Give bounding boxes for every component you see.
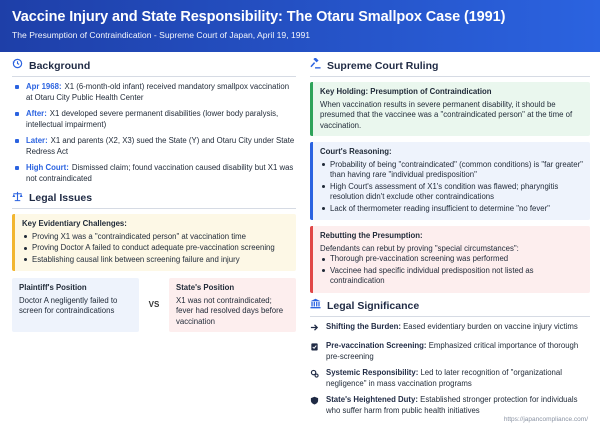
divider — [310, 76, 590, 77]
item-label: Shifting the Burden: — [326, 321, 401, 331]
gears-icon — [310, 368, 320, 389]
timeline-date: Apr 1968: — [26, 82, 62, 91]
item-label: Systemic Responsibility: — [326, 368, 419, 378]
history-icon — [12, 58, 23, 73]
timeline-item — [12, 82, 296, 103]
list-item: Proving X1 was a "contraindicated person" at vaccination time — [22, 232, 289, 243]
plaintiff-position-card — [12, 278, 139, 332]
box-title: Court's Reasoning: — [320, 147, 392, 157]
timeline-text: X1 (6-month-old infant) received mandatory smallpox vaccination at Otaru City Public Health Center — [26, 82, 290, 102]
state-position-title: State's Position — [176, 283, 235, 293]
state-position-card — [169, 278, 296, 332]
timeline-text: X1 developed severe permanent disabilities (lower body paralysis, intellectual impairment) — [26, 109, 279, 129]
page-title: Vaccine Injury and State Responsibility: The Otaru Smallpox Case (1991) — [12, 9, 506, 25]
background-timeline — [12, 82, 296, 184]
list-item — [310, 322, 590, 336]
background-heading — [12, 58, 296, 74]
rebuttal-box — [310, 226, 590, 293]
timeline-date: After: — [26, 109, 47, 119]
courts-reasoning-box — [310, 142, 590, 220]
evidentiary-challenges-box — [12, 214, 296, 271]
ruling-heading — [310, 58, 590, 74]
item-label: Pre-vaccination Screening: — [326, 341, 427, 351]
list-item — [310, 341, 590, 362]
list-item: Probability of being "contraindicated" (common conditions) is "far greater" than having rare "individual predisposition" — [320, 160, 583, 181]
significance-heading — [310, 298, 590, 314]
significance-list — [310, 322, 590, 417]
box-title: Key Holding: Presumption of Contraindication — [320, 87, 492, 96]
landmark-icon — [310, 298, 321, 313]
list-item — [310, 395, 590, 416]
page-subtitle: The Presumption of Contraindication - Supreme Court of Japan, April 19, 1991 — [12, 30, 311, 41]
timeline-item — [12, 163, 296, 184]
key-holding-box — [310, 82, 590, 136]
box-title: Key Evidentiary Challenges: — [22, 219, 127, 229]
ruling-title: Supreme Court Ruling — [327, 59, 439, 72]
timeline-item — [12, 109, 296, 130]
rebuttal-intro: Defendants can rebut by proving "special circumstances": — [320, 243, 519, 253]
timeline-item — [12, 136, 296, 157]
positions-comparison — [12, 278, 296, 332]
item-text: Led to later recognition of "organizational negligence" in mass vaccination programs — [326, 368, 562, 388]
significance-title: Legal Significance — [327, 299, 420, 312]
plaintiff-position-title: Plaintiff's Position — [19, 283, 87, 293]
timeline-text: Dismissed claim; found vaccination caused disability but X1 was not contraindicated — [26, 163, 294, 183]
legal-issues-heading — [12, 190, 296, 206]
item-text: Emphasized critical importance of thorough pre-screening — [326, 341, 579, 361]
box-title: Rebutting the Presumption: — [320, 231, 423, 241]
versus-label: VS — [148, 299, 160, 309]
divider — [12, 76, 296, 77]
timeline-text: X1 and parents (X2, X3) sued the State (Y) and Otaru City under State Redress Act — [26, 136, 295, 156]
left-column — [12, 58, 296, 422]
gavel-icon — [310, 58, 321, 73]
right-column — [310, 58, 590, 422]
item-label: State's Heightened Duty: — [326, 395, 418, 405]
footer-url[interactable]: https://japancompliance.com/ — [503, 416, 588, 424]
plaintiff-position-text: Doctor A negligently failed to screen for contraindications — [19, 295, 118, 316]
list-item: Lack of thermometer reading insufficient to determine "no fever" — [320, 204, 583, 215]
item-text: Established stronger protection for individuals who suffer harm from public health initiatives — [326, 395, 578, 415]
list-item: Thorough pre-vaccination screening was performed — [320, 254, 583, 265]
divider — [12, 208, 296, 209]
list-item — [310, 368, 590, 389]
clipboard-check-icon — [310, 341, 320, 362]
list-item: Establishing causal link between screening failure and injury — [22, 255, 289, 266]
shield-icon — [310, 395, 320, 416]
list-item: High Court's assessment of X1's condition was flawed; pharyngitis resolution didn't exclude other contraindications — [320, 182, 583, 203]
header-banner — [0, 0, 600, 52]
timeline-date: Later: — [26, 136, 48, 146]
divider — [310, 316, 590, 317]
holding-text: When vaccination results in severe permanent disability, it should be presumed that the vaccinee was a "contraindicated person" at the time of vaccination. — [320, 99, 573, 130]
scales-icon — [12, 191, 23, 206]
background-title: Background — [29, 59, 91, 72]
legal-issues-title: Legal Issues — [29, 192, 93, 205]
timeline-date: High Court: — [26, 163, 69, 173]
arrow-right-icon — [310, 322, 320, 336]
state-position-text: X1 was not contraindicated; fever had resolved days before vaccination — [176, 295, 284, 326]
item-text: Eased evidentiary burden on vaccine injury victims — [403, 321, 578, 331]
list-item: Vaccinee had specific individual predisposition not listed as contraindication — [320, 266, 583, 287]
list-item: Proving Doctor A failed to conduct adequate pre-vaccination screening — [22, 243, 289, 254]
